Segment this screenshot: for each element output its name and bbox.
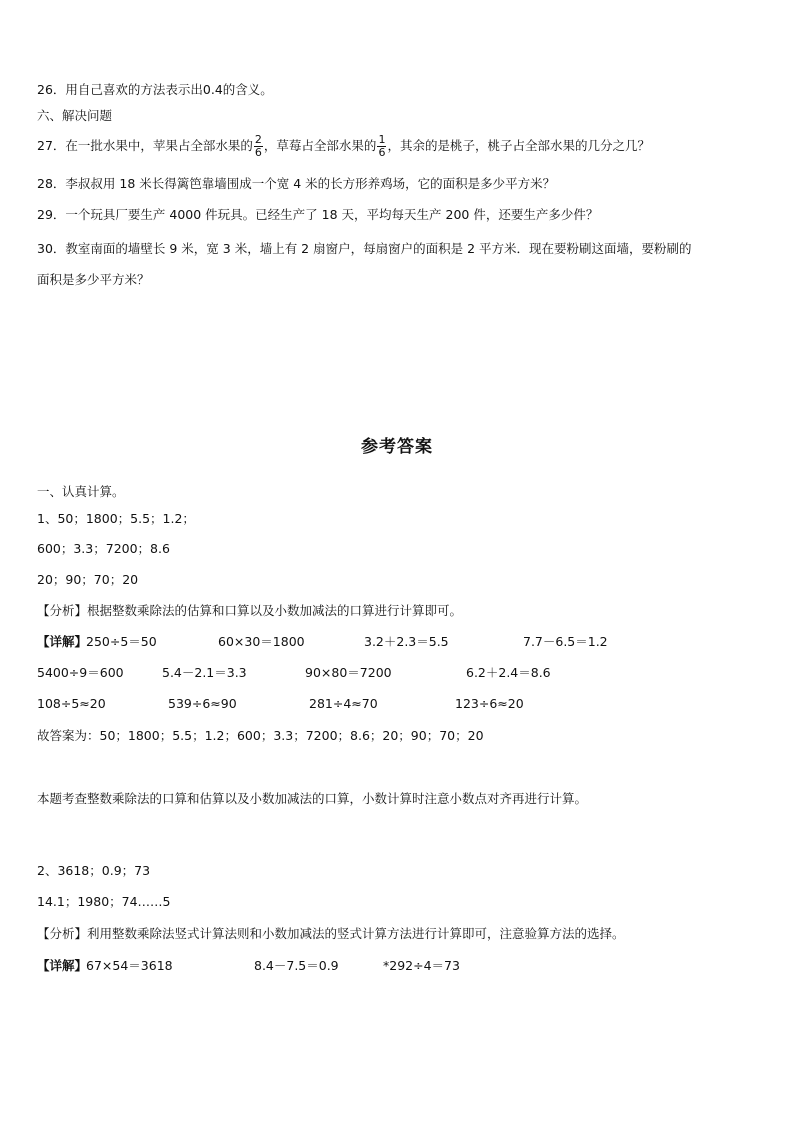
answers-section-1-heading: 一、认真计算。 <box>37 484 125 499</box>
answer-1-note: 本题考查整数乘除法的口算和估算以及小数加减法的口算，小数计算时注意小数点对齐再进行计算。 <box>37 791 588 806</box>
fraction-2-6: $\frac{2}{6}$ <box>254 133 262 159</box>
calc-1-2: 60×30＝1800 <box>218 634 305 649</box>
calc-3-3: 281÷4≈70 <box>309 696 378 711</box>
fraction-1-6: $\frac{1}{6}$ <box>378 133 386 159</box>
calc-1-1: 250÷5＝50 <box>86 634 157 649</box>
answer-1-analysis: 【分析】根据整数乘除法的估算和口算以及小数加减法的口算进行计算即可。 <box>37 603 463 618</box>
calc-3-4: 123÷6≈20 <box>455 696 524 711</box>
question-30-line1: 30．教室南面的墙壁长 9 米，宽 3 米，墙上有 2 扇窗户，每扇窗户的面积是 2 平方米．现在要粉刷这面墙，要粉刷的 <box>37 241 692 256</box>
calc-2-3: 90×80＝7200 <box>305 665 392 680</box>
answer-2-analysis: 【分析】利用整数乘除法竖式计算法则和小数加减法的竖式计算方法进行计算即可，注意验算方法的选择。 <box>37 926 625 941</box>
q27-text-part2: ，草莓占全部水果的 <box>263 138 377 153</box>
question-28: 28．李叔叔用 18 米长得篱笆靠墙围成一个宽 4 米的长方形养鸡场，它的面积是多少平方米？ <box>37 176 556 191</box>
calc-2-4: 6.2＋2.4＝8.6 <box>466 665 551 680</box>
answer-2-line-1: 2、3618；0.9；73 <box>37 863 151 878</box>
answer-1-line-1: 1、50；1800；5.5；1.2； <box>37 511 195 526</box>
calc-a2-2: 8.4－7.5＝0.9 <box>254 958 339 973</box>
answer-1-detail-label: 【详解】 <box>37 634 88 649</box>
calc-3-1: 108÷5≈20 <box>37 696 106 711</box>
calc-2-2: 5.4－2.1＝3.3 <box>162 665 247 680</box>
calc-1-4: 7.7－6.5＝1.2 <box>523 634 608 649</box>
calc-a2-3: *292÷4＝73 <box>383 958 460 973</box>
answer-2-line-2: 14.1；1980；74……5 <box>37 894 171 909</box>
calc-3-2: 539÷6≈90 <box>168 696 237 711</box>
question-26: 26．用自己喜欢的方法表示出0.4的含义。 <box>37 82 273 97</box>
question-30-line2: 面积是多少平方米？ <box>37 272 150 287</box>
question-29: 29．一个玩具厂要生产 4000 件玩具。已经生产了 18 天，平均每天生产 200 件，还要生产多少件？ <box>37 207 599 222</box>
answer-2-detail-label: 【详解】 <box>37 958 88 973</box>
answer-1-line-2: 600；3.3；7200；8.6 <box>37 541 170 556</box>
calc-a2-1: 67×54＝3618 <box>86 958 173 973</box>
q27-text-part3: ，其余的是桃子，桃子占全部水果的几分之几？ <box>387 138 650 153</box>
answer-1-line-3: 20；90；70；20 <box>37 572 139 587</box>
answer-1-conclusion: 故答案为：50；1800；5.5；1.2；600；3.3；7200；8.6；20；90；70；20 <box>37 728 484 743</box>
section-heading-problem-solving: 六、解决问题 <box>37 108 113 123</box>
question-27 <box>37 132 650 160</box>
calc-1-3: 3.2＋2.3＝5.5 <box>364 634 449 649</box>
calc-2-1: 5400÷9＝600 <box>37 665 124 680</box>
answers-title: 参考答案 <box>361 437 433 457</box>
q27-text-part1: 27．在一批水果中，苹果占全部水果的 <box>37 138 253 153</box>
